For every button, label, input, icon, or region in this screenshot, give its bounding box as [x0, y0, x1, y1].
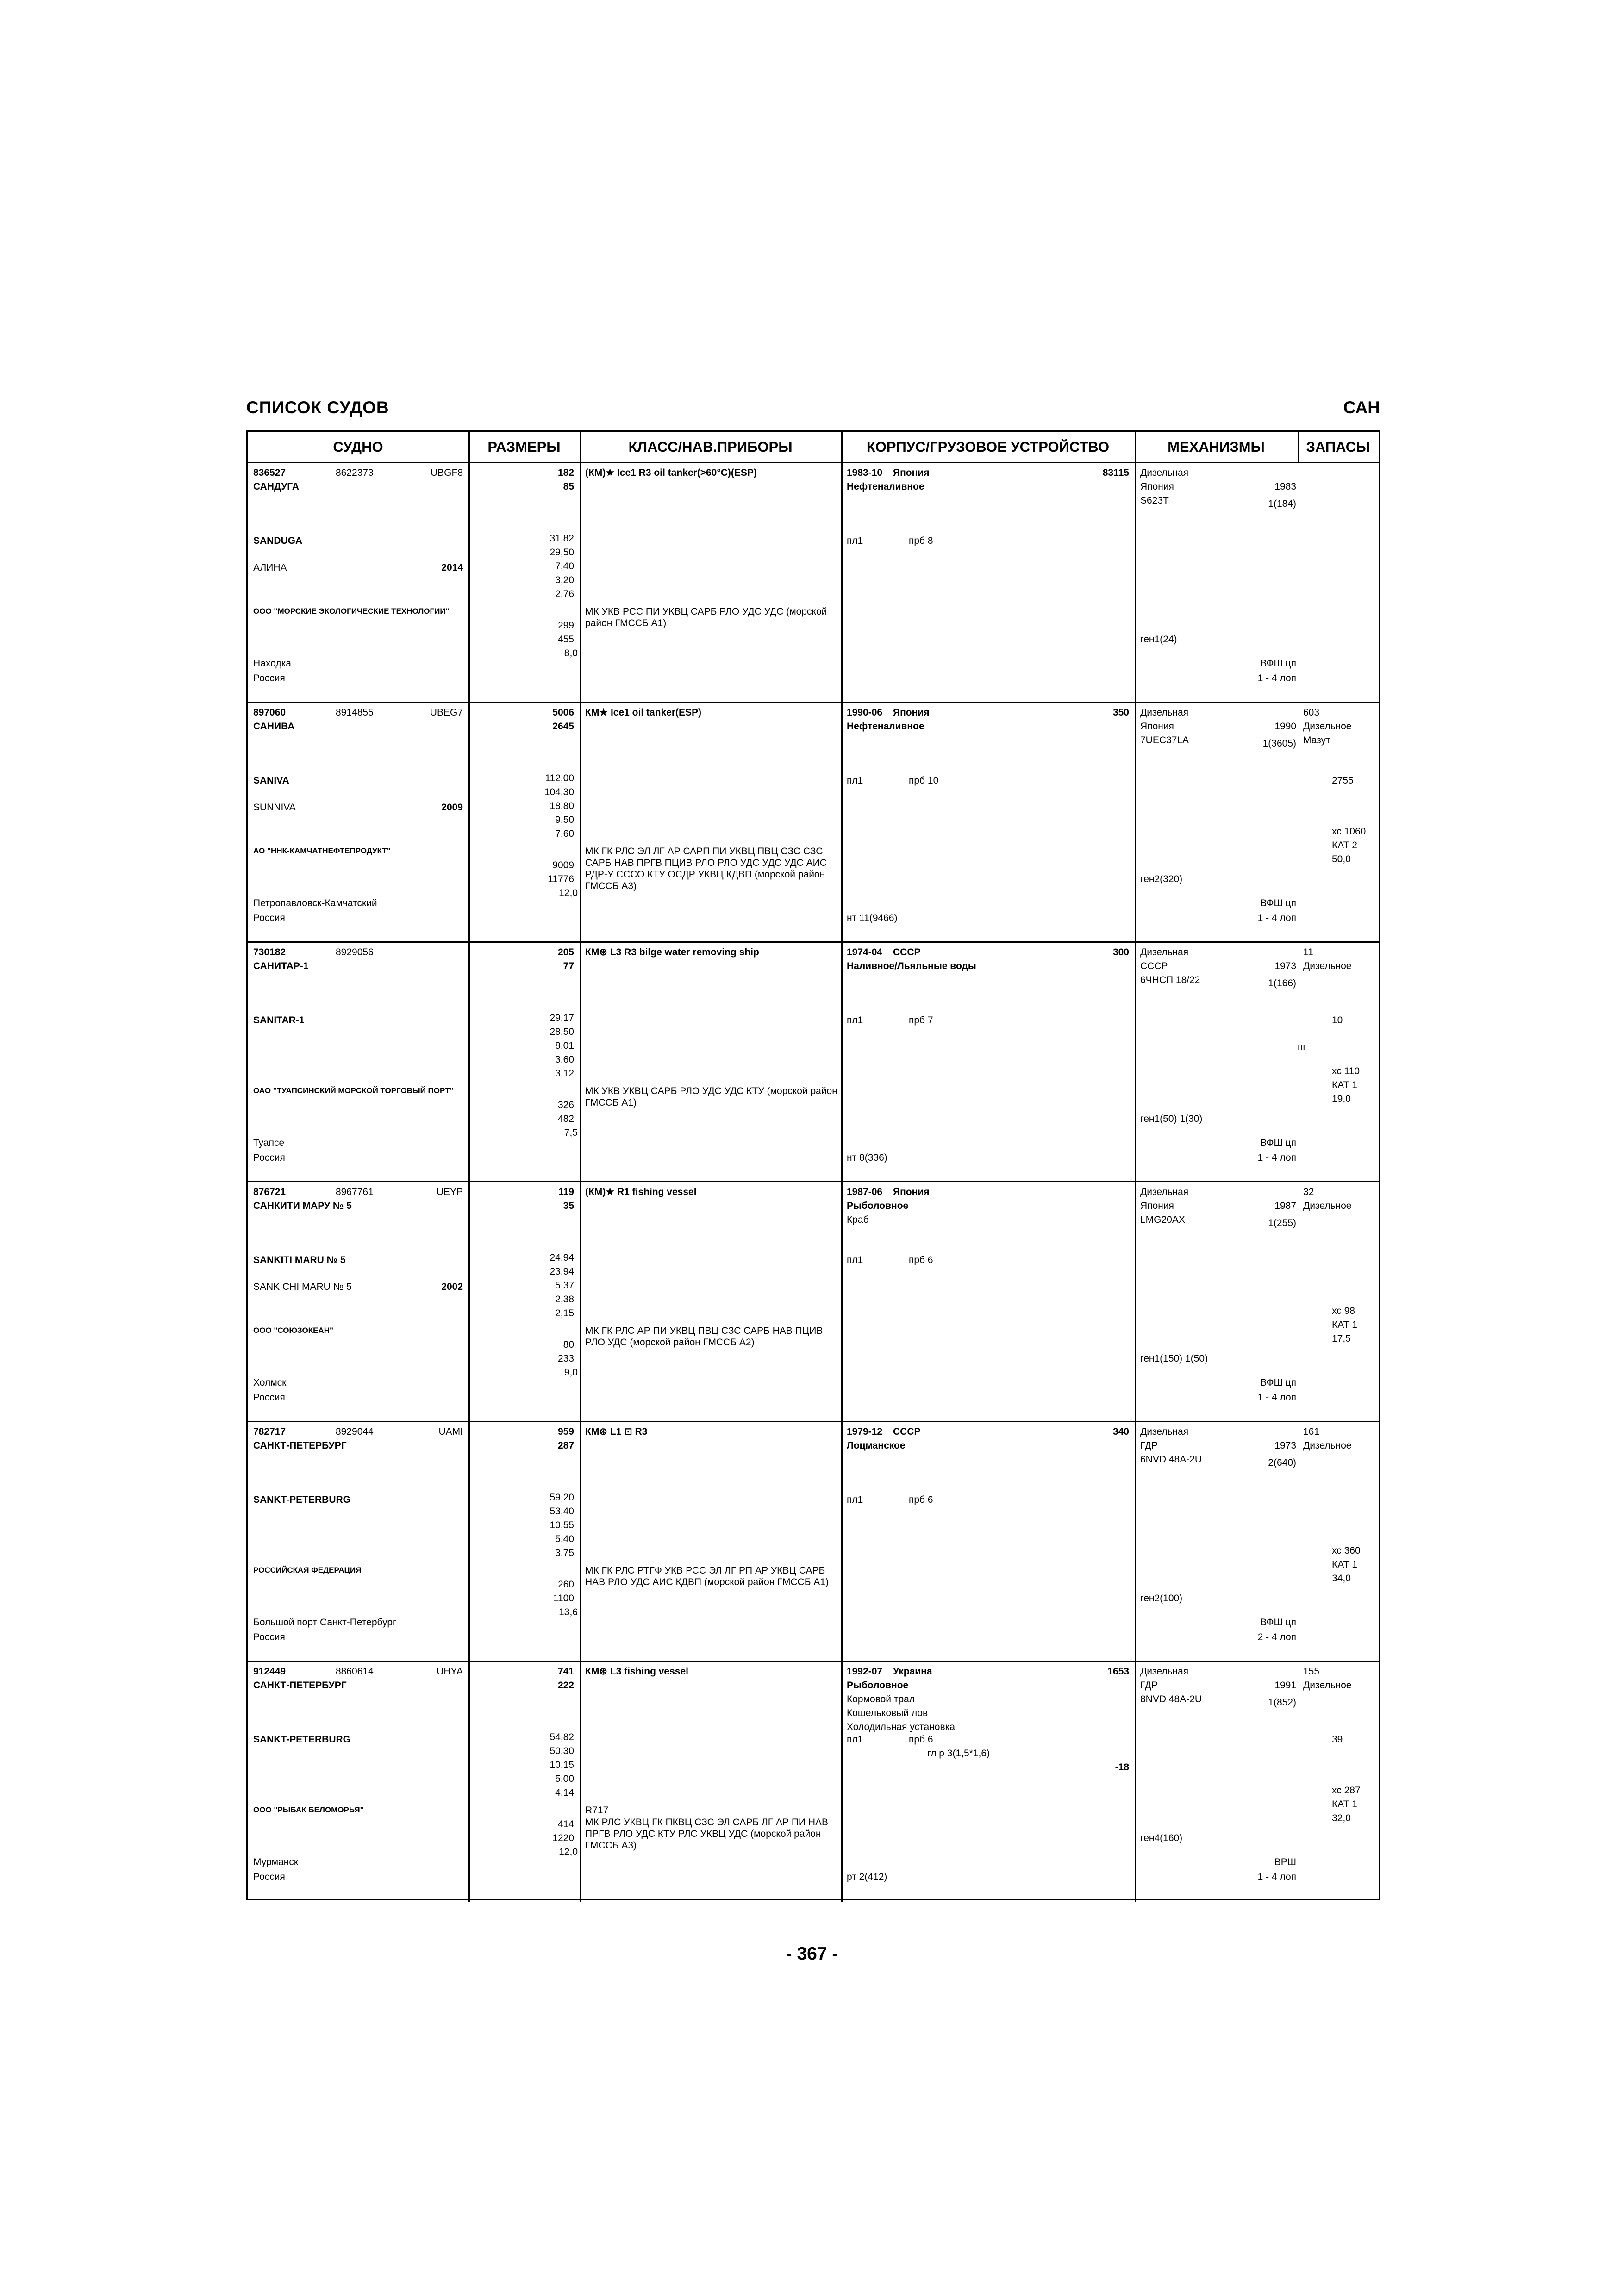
- displacement: 233: [557, 1353, 574, 1364]
- former-name-year: 2009: [441, 802, 463, 813]
- dimension-value: 5,37: [555, 1280, 574, 1291]
- register-number: 730182: [253, 947, 286, 958]
- imo-number: 8967761: [336, 1187, 374, 1197]
- dimension-value: 29,17: [550, 1013, 574, 1023]
- ship-type: Рыболовное: [847, 1680, 909, 1691]
- fuel-note: пг: [1298, 1042, 1307, 1052]
- category: КАТ 1: [1332, 1799, 1357, 1810]
- build-date: 1979-12: [847, 1426, 883, 1437]
- dimension-value: 28,50: [550, 1027, 574, 1037]
- call-sign: UAMI: [438, 1426, 463, 1437]
- category: КАТ 1: [1332, 1319, 1357, 1330]
- generators: ген1(150) 1(50): [1140, 1353, 1208, 1364]
- build-date: 1983-10: [847, 467, 883, 478]
- deadweight: 299: [557, 620, 574, 631]
- propeller: ВФШ цп: [1260, 1377, 1296, 1388]
- record-divider: [1135, 1662, 1136, 1902]
- record-divider: [580, 703, 581, 941]
- ship-name-latin: SANKITI MARU № 5: [253, 1255, 346, 1265]
- class-notation: КМ⊛ L3 R3 bilge water removing ship: [585, 947, 759, 958]
- range-value: 19,0: [1332, 1094, 1351, 1104]
- dimension-value: 29,50: [550, 547, 574, 558]
- flag-state: Россия: [253, 1632, 285, 1643]
- imo-number: 8622373: [336, 467, 374, 478]
- dimension-value: 50,30: [550, 1746, 574, 1756]
- cargo-tanks: рт 2(412): [847, 1872, 887, 1882]
- fuel-type-secondary: Мазут: [1303, 735, 1330, 746]
- gross-tonnage: 119: [558, 1187, 574, 1197]
- category: КАТ 1: [1332, 1559, 1357, 1570]
- dimension-value: 2,15: [555, 1308, 574, 1319]
- propeller-blades: 1 - 4 лоп: [1257, 1392, 1296, 1403]
- nav-equipment: МК ГК РЛС АР ПИ УКВЦ ПВЦ СЗС САРБ НАВ ПЦИВ РЛО УДС (морской район ГМССБ А2): [585, 1325, 823, 1348]
- fuel-quantity: 603: [1303, 707, 1320, 718]
- call-sign: UBEG7: [430, 707, 463, 718]
- category: КАТ 1: [1332, 1080, 1357, 1090]
- range-value: 17,5: [1332, 1333, 1351, 1344]
- engine-year: 1973: [1274, 961, 1296, 971]
- ship-type-detail: Кошельковый лов: [847, 1708, 928, 1718]
- dimension-value: 5,00: [555, 1773, 574, 1784]
- home-port: Находка: [253, 658, 291, 669]
- speed: 9,0: [564, 1367, 578, 1378]
- deadweight: 80: [563, 1339, 574, 1350]
- record-divider: [841, 943, 843, 1181]
- ship-type: Нефтеналивное: [847, 721, 924, 732]
- yard-number: 300: [1112, 947, 1129, 958]
- fuel-capacity: 2755: [1332, 775, 1354, 786]
- dimension-value: 24,94: [550, 1252, 574, 1263]
- ship-name: САНКТ-ПЕТЕРБУРГ: [253, 1440, 347, 1451]
- column-header-machinery: МЕХАНИЗМЫ: [1135, 432, 1298, 463]
- ship-record: [248, 1662, 1379, 1902]
- propeller: ВФШ цп: [1260, 898, 1296, 908]
- build-country: Япония: [893, 1187, 930, 1197]
- gross-tonnage: 741: [557, 1666, 574, 1677]
- record-divider: [841, 1422, 843, 1661]
- section-code: САН: [1343, 398, 1380, 417]
- build-country: СССР: [893, 1426, 921, 1437]
- net-tonnage: 2645: [552, 721, 574, 732]
- call-sign: UHYA: [437, 1666, 463, 1677]
- engine-type: Дизельная: [1140, 947, 1189, 958]
- class-notation: КМ⊛ L1 ⊡ R3: [585, 1426, 648, 1437]
- ship-type-detail: Кормовой трал: [847, 1694, 915, 1705]
- class-notation: КМ★ Ice1 oil tanker(ESP): [585, 707, 702, 718]
- owner: АО "ННК-КАМЧАТНЕФТЕПРОДУКТ": [253, 846, 391, 855]
- engine-type: Дизельная: [1140, 1187, 1189, 1197]
- record-divider: [841, 703, 843, 941]
- dimension-value: 5,40: [555, 1534, 574, 1544]
- deadweight: 9009: [552, 860, 574, 871]
- build-country: Япония: [893, 467, 930, 478]
- generators: ген2(100): [1140, 1593, 1183, 1604]
- ship-name-latin: SANIVA: [253, 775, 289, 786]
- record-divider: [468, 1422, 470, 1661]
- dimension-value: 53,40: [550, 1506, 574, 1517]
- fuel-quantity: 32: [1303, 1187, 1314, 1197]
- engine-country: Япония: [1140, 1201, 1174, 1211]
- engine-type: Дизельная: [1140, 1426, 1189, 1437]
- record-divider: [1135, 463, 1136, 702]
- gross-tonnage: 5006: [552, 707, 574, 718]
- owner: ООО "СОЮЗОКЕАН": [253, 1326, 334, 1335]
- flag-state: Россия: [253, 913, 285, 923]
- ship-name-latin: SANDUGA: [253, 535, 303, 546]
- ship-record: [248, 1422, 1379, 1662]
- gross-tonnage: 182: [557, 467, 574, 478]
- displacement: 1220: [552, 1833, 574, 1843]
- nav-prefix: R717: [585, 1805, 609, 1816]
- former-name-year: 2014: [441, 562, 463, 573]
- ship-type-detail: Краб: [847, 1214, 869, 1225]
- record-divider: [1135, 943, 1136, 1181]
- fuel-type: Дизельное: [1303, 1440, 1352, 1451]
- build-date: 1987-06: [847, 1187, 883, 1197]
- nav-equipment: МК УКВ РСС ПИ УКВЦ САРБ РЛО УДС УДС (морской район ГМССБ А1): [585, 606, 827, 628]
- engine-year: 1987: [1274, 1201, 1296, 1211]
- owner: ОАО "ТУАПСИНСКИЙ МОРСКОЙ ТОРГОВЫЙ ПОРТ": [253, 1086, 454, 1095]
- propeller: ВФШ цп: [1260, 1617, 1296, 1628]
- engine-model: 8NVD 48A-2U: [1140, 1694, 1202, 1705]
- engine-model: 6ЧНСП 18/22: [1140, 975, 1200, 985]
- former-name: SUNNIVA: [253, 802, 296, 813]
- column-header-supplies: ЗАПАСЫ: [1298, 432, 1379, 463]
- ship-name-latin: SANKT-PETERBURG: [253, 1734, 351, 1745]
- register-number: 876721: [253, 1187, 286, 1197]
- ship-name: САНИВА: [253, 721, 295, 732]
- home-port: Холмск: [253, 1377, 287, 1388]
- home-port: Мурманск: [253, 1857, 299, 1867]
- engine-country: Япония: [1140, 481, 1174, 492]
- ship-name: САНКИТИ МАРУ № 5: [253, 1201, 352, 1211]
- dimension-value: 3,60: [555, 1054, 574, 1065]
- dimension-value: 8,01: [555, 1040, 574, 1051]
- dimension-value: 31,82: [550, 533, 574, 544]
- bulkheads: прб 6: [909, 1494, 933, 1505]
- fuel-type: Дизельное: [1303, 961, 1352, 971]
- register-number: 912449: [253, 1666, 286, 1677]
- ship-record: [248, 1182, 1379, 1422]
- propeller-blades: 1 - 4 лоп: [1257, 913, 1296, 923]
- fuel-type: Дизельное: [1303, 721, 1352, 732]
- engine-power: 1(166): [1268, 978, 1296, 989]
- yard-number: 83115: [1102, 467, 1129, 478]
- fuel-type: Дизельное: [1303, 1201, 1352, 1211]
- nav-equipment: МК ГК РЛС ЭЛ ЛГ АР САРП ПИ УКВЦ ПВЦ СЗС СЗС САРБ НАВ ПРГВ ПЦИВ РЛО РЛО УДС УДС УДС АИС РДР-У СССО КТУ ОСДР УКВЦ КДВП (морской район ГМССБ А3): [585, 846, 827, 891]
- imo-number: 8914855: [336, 707, 374, 718]
- home-port: Туапсе: [253, 1138, 285, 1148]
- build-country: Япония: [893, 707, 930, 718]
- build-country: СССР: [893, 947, 921, 958]
- net-tonnage: 287: [557, 1440, 574, 1451]
- bulkheads: прб 7: [909, 1015, 933, 1026]
- cargo-hatches: гл р 3(1,5*1,6): [927, 1748, 990, 1759]
- propeller-blades: 1 - 4 лоп: [1257, 1872, 1296, 1882]
- autonomy: хс 110: [1332, 1066, 1360, 1076]
- class-notation: (КМ)★ R1 fishing vessel: [585, 1187, 697, 1197]
- column-header-hull: КОРПУС/ГРУЗОВОЕ УСТРОЙСТВО: [841, 432, 1135, 463]
- engine-year: 1983: [1274, 481, 1296, 492]
- engine-country: ГДР: [1140, 1440, 1158, 1451]
- propeller: ВФШ цп: [1260, 1138, 1296, 1148]
- record-divider: [580, 1422, 581, 1661]
- dimension-value: 2,76: [555, 589, 574, 599]
- dimension-value: 7,60: [555, 828, 574, 839]
- generators: ген1(24): [1140, 634, 1177, 645]
- category: КАТ 2: [1332, 840, 1357, 851]
- column-divider: [1298, 432, 1299, 463]
- build-date: 1990-06: [847, 707, 883, 718]
- fuel-quantity: 161: [1303, 1426, 1320, 1437]
- former-name: SANKICHI MARU № 5: [253, 1282, 352, 1292]
- dimension-value: 10,15: [550, 1760, 574, 1770]
- ship-name-latin: SANKT-PETERBURG: [253, 1494, 351, 1505]
- propeller-blades: 2 - 4 лоп: [1257, 1632, 1296, 1643]
- engine-model: 7UEC37LA: [1140, 735, 1189, 746]
- engine-type: Дизельная: [1140, 467, 1189, 478]
- flag-state: Россия: [253, 1392, 285, 1403]
- former-name: АЛИНА: [253, 562, 287, 573]
- flag-state: Россия: [253, 1152, 285, 1163]
- record-divider: [580, 943, 581, 1181]
- column-header-ship: СУДНО: [248, 432, 468, 463]
- propeller: ВФШ цп: [1260, 658, 1296, 669]
- yard-number: 350: [1112, 707, 1129, 718]
- ship-type: Нефтеналивное: [847, 481, 924, 492]
- propeller-blades: 1 - 4 лоп: [1257, 673, 1296, 684]
- dimension-value: 2,38: [555, 1294, 574, 1305]
- engine-power: 1(3605): [1262, 738, 1296, 749]
- decks: пл1: [847, 1015, 863, 1026]
- speed: 12,0: [559, 888, 578, 898]
- register-number: 782717: [253, 1426, 286, 1437]
- flag-state: Россия: [253, 1872, 285, 1882]
- gross-tonnage: 205: [557, 947, 574, 958]
- build-date: 1974-04: [847, 947, 883, 958]
- engine-model: 6NVD 48A-2U: [1140, 1454, 1202, 1465]
- dimension-value: 3,12: [555, 1068, 574, 1079]
- call-sign: UEYP: [436, 1187, 463, 1197]
- yard-number: 340: [1112, 1426, 1129, 1437]
- fuel-capacity: 39: [1332, 1734, 1343, 1745]
- fuel-type: Дизельное: [1303, 1680, 1352, 1691]
- record-divider: [841, 1662, 843, 1902]
- dimension-value: 112,00: [545, 773, 574, 784]
- record-divider: [580, 1662, 581, 1902]
- record-divider: [580, 1182, 581, 1421]
- deadweight: 414: [557, 1819, 574, 1829]
- autonomy: хс 360: [1332, 1545, 1361, 1556]
- propeller-blades: 1 - 4 лоп: [1257, 1152, 1296, 1163]
- home-port: Петропавловск-Камчатский: [253, 898, 377, 908]
- call-sign: UBGF8: [430, 467, 463, 478]
- record-divider: [1135, 1182, 1136, 1421]
- net-tonnage: 35: [563, 1201, 574, 1211]
- ship-type: Рыболовное: [847, 1201, 909, 1211]
- register-number: 836527: [253, 467, 286, 478]
- speed: 12,0: [559, 1847, 578, 1857]
- dimension-value: 59,20: [550, 1492, 574, 1503]
- ship-type: Наливное/Льяльные воды: [847, 961, 976, 971]
- cargo-tanks: нт 8(336): [847, 1152, 887, 1163]
- engine-type: Дизельная: [1140, 1666, 1189, 1677]
- dimension-value: 18,80: [550, 801, 574, 811]
- yard-number: 1653: [1107, 1666, 1129, 1677]
- record-divider: [841, 1182, 843, 1421]
- build-country: Украина: [893, 1666, 932, 1677]
- record-divider: [1135, 1422, 1136, 1661]
- engine-power: 2(640): [1268, 1457, 1296, 1468]
- class-notation: КМ⊛ L3 fishing vessel: [585, 1666, 688, 1677]
- decks: пл1: [847, 1734, 863, 1745]
- former-name-year: 2002: [441, 1282, 463, 1292]
- dimension-value: 104,30: [544, 787, 574, 797]
- engine-year: 1990: [1274, 721, 1296, 732]
- engine-model: S623T: [1140, 495, 1169, 506]
- owner: ООО "РЫБАК БЕЛОМОРЬЯ": [253, 1805, 364, 1814]
- dimension-value: 54,82: [550, 1732, 574, 1742]
- speed: 13,6: [559, 1607, 578, 1618]
- ship-name: САНДУГА: [253, 481, 300, 492]
- decks: пл1: [847, 535, 863, 546]
- record-divider: [468, 463, 470, 702]
- generators: ген4(160): [1140, 1833, 1183, 1843]
- speed: 7,5: [564, 1127, 578, 1138]
- range-value: 34,0: [1332, 1573, 1351, 1584]
- ship-table: [246, 430, 1380, 1900]
- range-value: 50,0: [1332, 854, 1351, 865]
- bulkheads: прб 6: [909, 1255, 933, 1265]
- range-value: 32,0: [1332, 1813, 1351, 1823]
- record-divider: [468, 943, 470, 1181]
- decks: пл1: [847, 1255, 863, 1265]
- dimension-value: 10,55: [550, 1520, 574, 1531]
- ship-type: Лоцманское: [847, 1440, 906, 1451]
- engine-power: 1(852): [1268, 1697, 1296, 1708]
- dimension-value: 23,94: [550, 1266, 574, 1277]
- fuel-quantity: 155: [1303, 1666, 1320, 1677]
- record-divider: [1135, 703, 1136, 941]
- refrigeration-temp: -18: [1115, 1762, 1129, 1773]
- fuel-capacity: 10: [1332, 1015, 1343, 1026]
- displacement: 482: [557, 1114, 574, 1124]
- imo-number: 8929044: [336, 1426, 374, 1437]
- owner: ООО "МОРСКИЕ ЭКОЛОГИЧЕСКИЕ ТЕХНОЛОГИИ": [253, 607, 450, 616]
- engine-power: 1(184): [1268, 498, 1296, 509]
- ship-type-detail: Холодильная установка: [847, 1722, 955, 1732]
- record-divider: [580, 463, 581, 702]
- ship-record: [248, 703, 1379, 943]
- build-date: 1992-07: [847, 1666, 883, 1677]
- record-divider: [468, 1182, 470, 1421]
- net-tonnage: 85: [563, 481, 574, 492]
- speed: 8,0: [564, 648, 578, 659]
- engine-year: 1991: [1274, 1680, 1296, 1691]
- column-header-class: КЛАСС/НАВ.ПРИБОРЫ: [580, 432, 841, 463]
- deadweight: 326: [557, 1100, 574, 1110]
- engine-country: Япония: [1140, 721, 1174, 732]
- engine-model: LMG20AX: [1140, 1214, 1185, 1225]
- ship-name: САНКТ-ПЕТЕРБУРГ: [253, 1680, 347, 1691]
- propeller: ВРШ: [1274, 1857, 1296, 1867]
- imo-number: 8929056: [336, 947, 374, 958]
- record-divider: [468, 703, 470, 941]
- displacement: 11776: [548, 874, 574, 884]
- ship-name-latin: SANITAR-1: [253, 1015, 305, 1026]
- engine-year: 1973: [1274, 1440, 1296, 1451]
- imo-number: 8860614: [336, 1666, 374, 1677]
- fuel-quantity: 11: [1303, 947, 1313, 958]
- net-tonnage: 77: [563, 961, 574, 971]
- decks: пл1: [847, 775, 863, 786]
- ship-record: [248, 943, 1379, 1182]
- record-divider: [841, 463, 843, 702]
- bulkheads: прб 6: [909, 1734, 933, 1745]
- gross-tonnage: 959: [557, 1426, 574, 1437]
- ship-record: [248, 463, 1379, 703]
- flag-state: Россия: [253, 673, 285, 684]
- engine-type: Дизельная: [1140, 707, 1189, 718]
- register-number: 897060: [253, 707, 286, 718]
- dimension-value: 3,75: [555, 1548, 574, 1558]
- bulkheads: прб 8: [909, 535, 933, 546]
- column-header-dimensions: РАЗМЕРЫ: [468, 432, 580, 463]
- nav-equipment: МК РЛС УКВЦ ГК ПКВЦ СЗС ЭЛ САРБ ЛГ АР ПИ НАВ ПРГВ РЛО УДС КТУ РЛС УКВЦ УДС (морской район ГМССБ А3): [585, 1817, 829, 1851]
- engine-power: 1(255): [1268, 1218, 1296, 1228]
- autonomy: хс 98: [1332, 1306, 1355, 1316]
- nav-equipment: МК ГК РЛС РТГФ УКВ РСС ЭЛ ЛГ РП АР УКВЦ САРБ НАВ РЛО УДС АИС КДВП (морской район ГМССБ А1): [585, 1565, 829, 1587]
- generators: ген1(50) 1(30): [1140, 1114, 1203, 1124]
- owner: РОССИЙСКАЯ ФЕДЕРАЦИЯ: [253, 1566, 362, 1574]
- autonomy: хс 287: [1332, 1785, 1361, 1796]
- decks: пл1: [847, 1494, 863, 1505]
- dimension-value: 4,14: [555, 1787, 574, 1798]
- generators: ген2(320): [1140, 874, 1183, 884]
- deadweight: 260: [557, 1579, 574, 1590]
- displacement: 1100: [553, 1593, 574, 1604]
- engine-country: СССР: [1140, 961, 1168, 971]
- bulkheads: прб 10: [909, 775, 939, 786]
- dimension-value: 7,40: [555, 561, 574, 572]
- dimension-value: 9,50: [555, 815, 574, 825]
- page-number: - 367 -: [786, 1944, 838, 1964]
- dimension-value: 3,20: [555, 575, 574, 585]
- cargo-tanks: нт 11(9466): [847, 913, 898, 923]
- net-tonnage: 222: [557, 1680, 574, 1691]
- record-divider: [468, 1662, 470, 1902]
- page-title: СПИСОК СУДОВ: [246, 398, 389, 417]
- displacement: 455: [557, 634, 574, 645]
- engine-country: ГДР: [1140, 1680, 1158, 1691]
- autonomy: хс 1060: [1332, 826, 1366, 837]
- class-notation: (КМ)★ Ice1 R3 oil tanker(>60°C)(ESP): [585, 467, 757, 478]
- nav-equipment: МК УКВ УКВЦ САРБ РЛО УДС УДС КТУ (морской район ГМССБ А1): [585, 1086, 837, 1108]
- ship-name: САНИТАР-1: [253, 961, 309, 971]
- home-port: Большой порт Санкт-Петербург: [253, 1617, 396, 1628]
